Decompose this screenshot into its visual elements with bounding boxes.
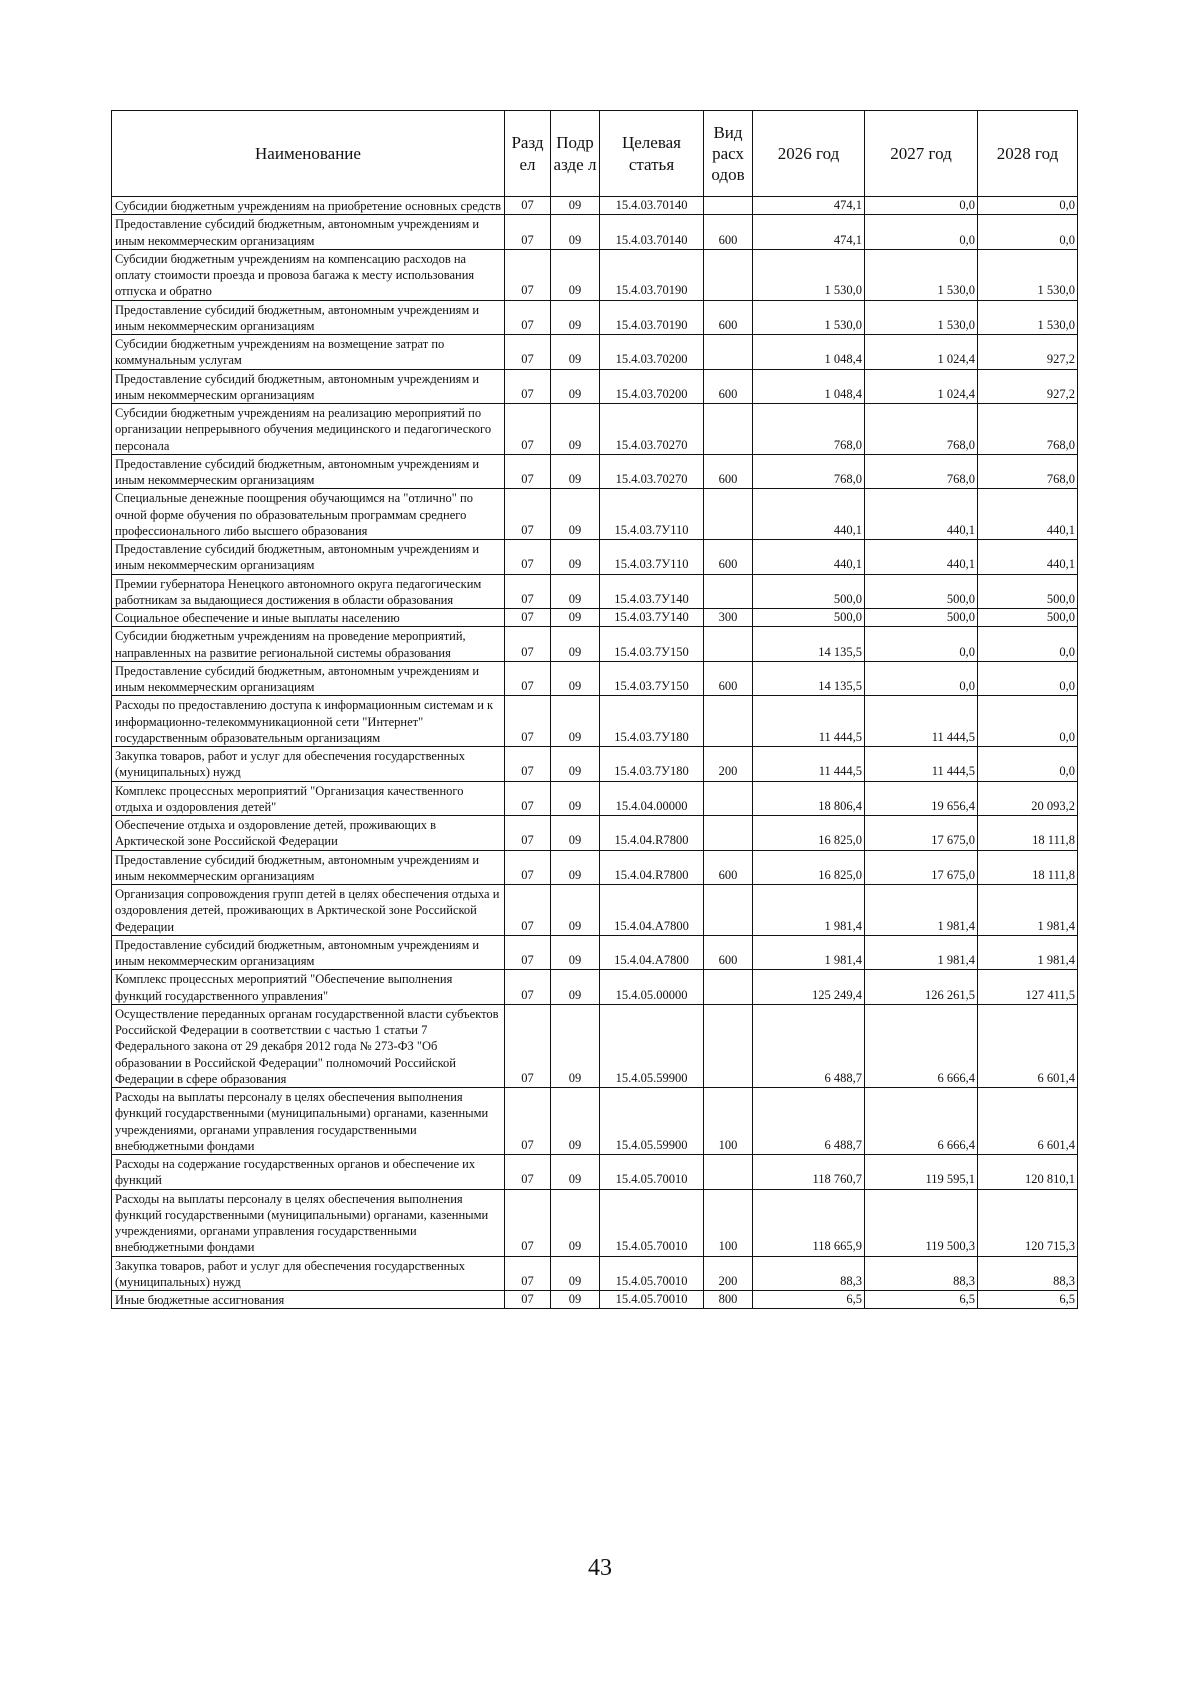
table-row: [112, 300, 1078, 335]
razdel-cell: 07: [505, 1088, 551, 1155]
target-cell: 15.4.03.70190: [600, 249, 704, 300]
page-number: 43: [588, 1555, 612, 1581]
name-cell: Обеспечение отдыха и оздоровление детей, проживающих в Арктической зоне Российской Федерации: [112, 816, 505, 851]
target-cell: 15.4.05.70010: [600, 1256, 704, 1291]
vid-cell: 600: [704, 540, 753, 575]
target-cell: 15.4.03.7У180: [600, 696, 704, 747]
value-2027-cell: 440,1: [865, 489, 978, 540]
podrazdel-cell: 09: [551, 1088, 600, 1155]
podrazdel-cell: 09: [551, 404, 600, 455]
value-2027-cell: 0,0: [865, 627, 978, 662]
header-name: Наименование: [112, 111, 505, 197]
razdel-cell: 07: [505, 1256, 551, 1291]
value-2026-cell: 440,1: [753, 489, 865, 540]
value-2028-cell: 6 601,4: [978, 1088, 1078, 1155]
value-2028-cell: 768,0: [978, 404, 1078, 455]
name-cell: Социальное обеспечение и иные выплаты населению: [112, 609, 505, 627]
podrazdel-cell: 09: [551, 627, 600, 662]
target-cell: 15.4.03.70270: [600, 454, 704, 489]
podrazdel-cell: 09: [551, 197, 600, 215]
table-row: [112, 1189, 1078, 1256]
header-2026: 2026 год: [753, 111, 865, 197]
razdel-cell: 07: [505, 1291, 551, 1309]
value-2028-cell: 88,3: [978, 1256, 1078, 1291]
value-2028-cell: 0,0: [978, 197, 1078, 215]
value-2028-cell: 768,0: [978, 454, 1078, 489]
target-cell: 15.4.05.00000: [600, 970, 704, 1005]
value-2027-cell: 1 530,0: [865, 300, 978, 335]
value-2028-cell: 927,2: [978, 369, 1078, 404]
vid-cell: [704, 335, 753, 370]
razdel-cell: 07: [505, 661, 551, 696]
value-2027-cell: 11 444,5: [865, 747, 978, 782]
value-2028-cell: 18 111,8: [978, 850, 1078, 885]
value-2026-cell: 500,0: [753, 574, 865, 609]
vid-cell: [704, 489, 753, 540]
value-2026-cell: 1 981,4: [753, 885, 865, 936]
vid-cell: 600: [704, 369, 753, 404]
razdel-cell: 07: [505, 540, 551, 575]
podrazdel-cell: 09: [551, 970, 600, 1005]
value-2028-cell: 927,2: [978, 335, 1078, 370]
razdel-cell: 07: [505, 404, 551, 455]
name-cell: Осуществление переданных органам государственной власти субъектов Российской Федерации в соответствии с частью 1 статьи 7 Федерального закона от 29 декабря 2012 года № 273-ФЗ "Об образовании в Российской Федерации" полномочий Российской Федерации в сфере образования: [112, 1004, 505, 1087]
value-2026-cell: 18 806,4: [753, 781, 865, 816]
value-2027-cell: 1 024,4: [865, 335, 978, 370]
table-row: [112, 215, 1078, 250]
target-cell: 15.4.03.7У110: [600, 489, 704, 540]
vid-cell: 600: [704, 300, 753, 335]
target-cell: 15.4.04.A7800: [600, 935, 704, 970]
value-2026-cell: 6 488,7: [753, 1004, 865, 1087]
header-razdel: Разд ел: [505, 111, 551, 197]
table-row: [112, 609, 1078, 627]
table-row: [112, 1291, 1078, 1309]
table-row: [112, 369, 1078, 404]
value-2027-cell: 88,3: [865, 1256, 978, 1291]
target-cell: 15.4.05.59900: [600, 1088, 704, 1155]
razdel-cell: 07: [505, 781, 551, 816]
razdel-cell: 07: [505, 249, 551, 300]
value-2026-cell: 474,1: [753, 215, 865, 250]
name-cell: Закупка товаров, работ и услуг для обеспечения государственных (муниципальных) нужд: [112, 1256, 505, 1291]
razdel-cell: 07: [505, 627, 551, 662]
name-cell: Организация сопровождения групп детей в целях обеспечения отдыха и оздоровления детей, проживающих в Арктической зоне Российской Федерации: [112, 885, 505, 936]
target-cell: 15.4.05.70010: [600, 1155, 704, 1190]
razdel-cell: 07: [505, 885, 551, 936]
razdel-cell: 07: [505, 489, 551, 540]
target-cell: 15.4.03.70140: [600, 197, 704, 215]
value-2028-cell: 0,0: [978, 696, 1078, 747]
value-2027-cell: 1 024,4: [865, 369, 978, 404]
value-2026-cell: 11 444,5: [753, 747, 865, 782]
name-cell: Предоставление субсидий бюджетным, автономным учреждениям и иным некоммерческим организациям: [112, 300, 505, 335]
value-2026-cell: 500,0: [753, 609, 865, 627]
table-row: [112, 249, 1078, 300]
name-cell: Предоставление субсидий бюджетным, автономным учреждениям и иным некоммерческим организациям: [112, 215, 505, 250]
razdel-cell: 07: [505, 300, 551, 335]
value-2027-cell: 6 666,4: [865, 1088, 978, 1155]
value-2027-cell: 0,0: [865, 197, 978, 215]
vid-cell: [704, 197, 753, 215]
value-2027-cell: 6 666,4: [865, 1004, 978, 1087]
razdel-cell: 07: [505, 935, 551, 970]
vid-cell: [704, 404, 753, 455]
value-2028-cell: 127 411,5: [978, 970, 1078, 1005]
vid-cell: [704, 781, 753, 816]
table-row: [112, 627, 1078, 662]
podrazdel-cell: 09: [551, 574, 600, 609]
value-2026-cell: 14 135,5: [753, 627, 865, 662]
razdel-cell: 07: [505, 970, 551, 1005]
value-2028-cell: 18 111,8: [978, 816, 1078, 851]
podrazdel-cell: 09: [551, 215, 600, 250]
name-cell: Субсидии бюджетным учреждениям на возмещение затрат по коммунальным услугам: [112, 335, 505, 370]
value-2028-cell: 6 601,4: [978, 1004, 1078, 1087]
podrazdel-cell: 09: [551, 885, 600, 936]
name-cell: Предоставление субсидий бюджетным, автономным учреждениям и иным некоммерческим организациям: [112, 454, 505, 489]
podrazdel-cell: 09: [551, 661, 600, 696]
value-2026-cell: 16 825,0: [753, 850, 865, 885]
table-row: [112, 850, 1078, 885]
target-cell: 15.4.05.70010: [600, 1291, 704, 1309]
value-2026-cell: 768,0: [753, 454, 865, 489]
podrazdel-cell: 09: [551, 781, 600, 816]
razdel-cell: 07: [505, 197, 551, 215]
vid-cell: [704, 574, 753, 609]
podrazdel-cell: 09: [551, 369, 600, 404]
name-cell: Расходы на выплаты персоналу в целях обеспечения выполнения функций государственными (муниципальными) органами, казенными учреждениями, органами управления государственными внебюджетными фондами: [112, 1088, 505, 1155]
podrazdel-cell: 09: [551, 609, 600, 627]
target-cell: 15.4.04.R7800: [600, 816, 704, 851]
value-2027-cell: 119 595,1: [865, 1155, 978, 1190]
table-row: [112, 1155, 1078, 1190]
value-2026-cell: 1 981,4: [753, 935, 865, 970]
target-cell: 15.4.03.7У180: [600, 747, 704, 782]
value-2026-cell: 6 488,7: [753, 1088, 865, 1155]
value-2027-cell: 119 500,3: [865, 1189, 978, 1256]
razdel-cell: 07: [505, 574, 551, 609]
value-2027-cell: 1 530,0: [865, 249, 978, 300]
header-vid: Вид расх одов: [704, 111, 753, 197]
podrazdel-cell: 09: [551, 1004, 600, 1087]
value-2027-cell: 19 656,4: [865, 781, 978, 816]
razdel-cell: 07: [505, 215, 551, 250]
value-2026-cell: 440,1: [753, 540, 865, 575]
value-2028-cell: 1 530,0: [978, 300, 1078, 335]
razdel-cell: 07: [505, 1189, 551, 1256]
name-cell: Предоставление субсидий бюджетным, автономным учреждениям и иным некоммерческим организациям: [112, 369, 505, 404]
podrazdel-cell: 09: [551, 540, 600, 575]
target-cell: 15.4.05.70010: [600, 1189, 704, 1256]
podrazdel-cell: 09: [551, 850, 600, 885]
value-2028-cell: 1 981,4: [978, 885, 1078, 936]
name-cell: Субсидии бюджетным учреждениям на компенсацию расходов на оплату стоимости проезда и провоза багажа к месту использования отпуска и обратно: [112, 249, 505, 300]
name-cell: Предоставление субсидий бюджетным, автономным учреждениям и иным некоммерческим организациям: [112, 540, 505, 575]
name-cell: Специальные денежные поощрения обучающимся на "отлично" по очной форме обучения по образовательным программам среднего профессионального либо высшего образования: [112, 489, 505, 540]
value-2026-cell: 14 135,5: [753, 661, 865, 696]
value-2026-cell: 16 825,0: [753, 816, 865, 851]
vid-cell: 600: [704, 661, 753, 696]
vid-cell: [704, 970, 753, 1005]
podrazdel-cell: 09: [551, 747, 600, 782]
value-2027-cell: 1 981,4: [865, 885, 978, 936]
vid-cell: [704, 816, 753, 851]
value-2028-cell: 6,5: [978, 1291, 1078, 1309]
value-2027-cell: 0,0: [865, 215, 978, 250]
value-2027-cell: 768,0: [865, 404, 978, 455]
name-cell: Закупка товаров, работ и услуг для обеспечения государственных (муниципальных) нужд: [112, 747, 505, 782]
vid-cell: 300: [704, 609, 753, 627]
podrazdel-cell: 09: [551, 300, 600, 335]
vid-cell: 100: [704, 1189, 753, 1256]
razdel-cell: 07: [505, 369, 551, 404]
razdel-cell: 07: [505, 816, 551, 851]
vid-cell: [704, 885, 753, 936]
target-cell: 15.4.03.7У140: [600, 574, 704, 609]
table-header-row: [112, 111, 1078, 197]
podrazdel-cell: 09: [551, 696, 600, 747]
value-2026-cell: 1 048,4: [753, 335, 865, 370]
table-row: [112, 696, 1078, 747]
value-2028-cell: 1 981,4: [978, 935, 1078, 970]
name-cell: Субсидии бюджетным учреждениям на реализацию мероприятий по организации непрерывного обучения медицинского и педагогического персонала: [112, 404, 505, 455]
table-row: [112, 454, 1078, 489]
vid-cell: [704, 249, 753, 300]
value-2026-cell: 768,0: [753, 404, 865, 455]
target-cell: 15.4.03.7У150: [600, 661, 704, 696]
table-body: [112, 197, 1078, 1309]
table-row: [112, 1256, 1078, 1291]
name-cell: Предоставление субсидий бюджетным, автономным учреждениям и иным некоммерческим организациям: [112, 661, 505, 696]
value-2028-cell: 500,0: [978, 609, 1078, 627]
value-2028-cell: 0,0: [978, 215, 1078, 250]
value-2028-cell: 440,1: [978, 489, 1078, 540]
podrazdel-cell: 09: [551, 1256, 600, 1291]
vid-cell: 600: [704, 850, 753, 885]
header-target: Целевая статья: [600, 111, 704, 197]
target-cell: 15.4.03.7У150: [600, 627, 704, 662]
table-row: [112, 747, 1078, 782]
vid-cell: 600: [704, 454, 753, 489]
vid-cell: 200: [704, 747, 753, 782]
vid-cell: 200: [704, 1256, 753, 1291]
header-podrazdel: Подр азде л: [551, 111, 600, 197]
vid-cell: [704, 696, 753, 747]
value-2028-cell: 0,0: [978, 747, 1078, 782]
table-row: [112, 935, 1078, 970]
target-cell: 15.4.03.70200: [600, 369, 704, 404]
name-cell: Иные бюджетные ассигнования: [112, 1291, 505, 1309]
value-2026-cell: 118 665,9: [753, 1189, 865, 1256]
target-cell: 15.4.05.59900: [600, 1004, 704, 1087]
value-2027-cell: 17 675,0: [865, 816, 978, 851]
value-2027-cell: 126 261,5: [865, 970, 978, 1005]
value-2027-cell: 1 981,4: [865, 935, 978, 970]
value-2027-cell: 768,0: [865, 454, 978, 489]
name-cell: Расходы по предоставлению доступа к информационным системам и к информационно-телекоммуникационной сети "Интернет" государственным образовательным организациям: [112, 696, 505, 747]
vid-cell: 600: [704, 935, 753, 970]
value-2027-cell: 500,0: [865, 609, 978, 627]
value-2026-cell: 88,3: [753, 1256, 865, 1291]
value-2026-cell: 1 530,0: [753, 249, 865, 300]
value-2027-cell: 11 444,5: [865, 696, 978, 747]
name-cell: Комплекс процессных мероприятий "Организация качественного отдыха и оздоровления детей": [112, 781, 505, 816]
vid-cell: [704, 627, 753, 662]
razdel-cell: 07: [505, 1155, 551, 1190]
table-row: [112, 574, 1078, 609]
name-cell: Предоставление субсидий бюджетным, автономным учреждениям и иным некоммерческим организациям: [112, 935, 505, 970]
target-cell: 15.4.03.7У140: [600, 609, 704, 627]
table-row: [112, 885, 1078, 936]
table-row: [112, 781, 1078, 816]
table-row: [112, 970, 1078, 1005]
podrazdel-cell: 09: [551, 1155, 600, 1190]
razdel-cell: 07: [505, 1004, 551, 1087]
budget-table: [111, 110, 1078, 1309]
target-cell: 15.4.04.A7800: [600, 885, 704, 936]
table-row: [112, 816, 1078, 851]
name-cell: Субсидии бюджетным учреждениям на приобретение основных средств: [112, 197, 505, 215]
target-cell: 15.4.03.70140: [600, 215, 704, 250]
value-2028-cell: 440,1: [978, 540, 1078, 575]
value-2026-cell: 11 444,5: [753, 696, 865, 747]
value-2028-cell: 20 093,2: [978, 781, 1078, 816]
target-cell: 15.4.03.70270: [600, 404, 704, 455]
value-2027-cell: 17 675,0: [865, 850, 978, 885]
value-2027-cell: 0,0: [865, 661, 978, 696]
name-cell: Расходы на выплаты персоналу в целях обеспечения выполнения функций государственными (муниципальными) органами, казенными учреждениями, органами управления государственными внебюджетными фондами: [112, 1189, 505, 1256]
value-2026-cell: 474,1: [753, 197, 865, 215]
vid-cell: [704, 1155, 753, 1190]
value-2026-cell: 6,5: [753, 1291, 865, 1309]
target-cell: 15.4.03.70190: [600, 300, 704, 335]
name-cell: Премии губернатора Ненецкого автономного округа педагогическим работникам за выдающиеся достижения в области образования: [112, 574, 505, 609]
value-2028-cell: 0,0: [978, 627, 1078, 662]
name-cell: Предоставление субсидий бюджетным, автономным учреждениям и иным некоммерческим организациям: [112, 850, 505, 885]
target-cell: 15.4.03.7У110: [600, 540, 704, 575]
podrazdel-cell: 09: [551, 454, 600, 489]
value-2028-cell: 500,0: [978, 574, 1078, 609]
table-row: [112, 489, 1078, 540]
vid-cell: [704, 1004, 753, 1087]
podrazdel-cell: 09: [551, 335, 600, 370]
value-2026-cell: 1 530,0: [753, 300, 865, 335]
table-row: [112, 540, 1078, 575]
vid-cell: 800: [704, 1291, 753, 1309]
vid-cell: 600: [704, 215, 753, 250]
podrazdel-cell: 09: [551, 1291, 600, 1309]
target-cell: 15.4.04.R7800: [600, 850, 704, 885]
table-row: [112, 197, 1078, 215]
razdel-cell: 07: [505, 696, 551, 747]
table-row: [112, 1088, 1078, 1155]
table-row: [112, 335, 1078, 370]
value-2026-cell: 125 249,4: [753, 970, 865, 1005]
razdel-cell: 07: [505, 335, 551, 370]
razdel-cell: 07: [505, 747, 551, 782]
table-row: [112, 1004, 1078, 1087]
razdel-cell: 07: [505, 850, 551, 885]
header-2027: 2027 год: [865, 111, 978, 197]
value-2026-cell: 1 048,4: [753, 369, 865, 404]
podrazdel-cell: 09: [551, 1189, 600, 1256]
target-cell: 15.4.04.00000: [600, 781, 704, 816]
name-cell: Субсидии бюджетным учреждениям на проведение мероприятий, направленных на развитие региональной системы образования: [112, 627, 505, 662]
table-row: [112, 404, 1078, 455]
name-cell: Расходы на содержание государственных органов и обеспечение их функций: [112, 1155, 505, 1190]
name-cell: Комплекс процессных мероприятий "Обеспечение выполнения функций государственного управления": [112, 970, 505, 1005]
podrazdel-cell: 09: [551, 249, 600, 300]
vid-cell: 100: [704, 1088, 753, 1155]
razdel-cell: 07: [505, 454, 551, 489]
podrazdel-cell: 09: [551, 935, 600, 970]
value-2028-cell: 0,0: [978, 661, 1078, 696]
value-2028-cell: 120 810,1: [978, 1155, 1078, 1190]
header-2028: 2028 год: [978, 111, 1078, 197]
value-2028-cell: 1 530,0: [978, 249, 1078, 300]
podrazdel-cell: 09: [551, 816, 600, 851]
value-2027-cell: 440,1: [865, 540, 978, 575]
value-2027-cell: 500,0: [865, 574, 978, 609]
value-2026-cell: 118 760,7: [753, 1155, 865, 1190]
value-2027-cell: 6,5: [865, 1291, 978, 1309]
podrazdel-cell: 09: [551, 489, 600, 540]
target-cell: 15.4.03.70200: [600, 335, 704, 370]
value-2028-cell: 120 715,3: [978, 1189, 1078, 1256]
razdel-cell: 07: [505, 609, 551, 627]
table-row: [112, 661, 1078, 696]
